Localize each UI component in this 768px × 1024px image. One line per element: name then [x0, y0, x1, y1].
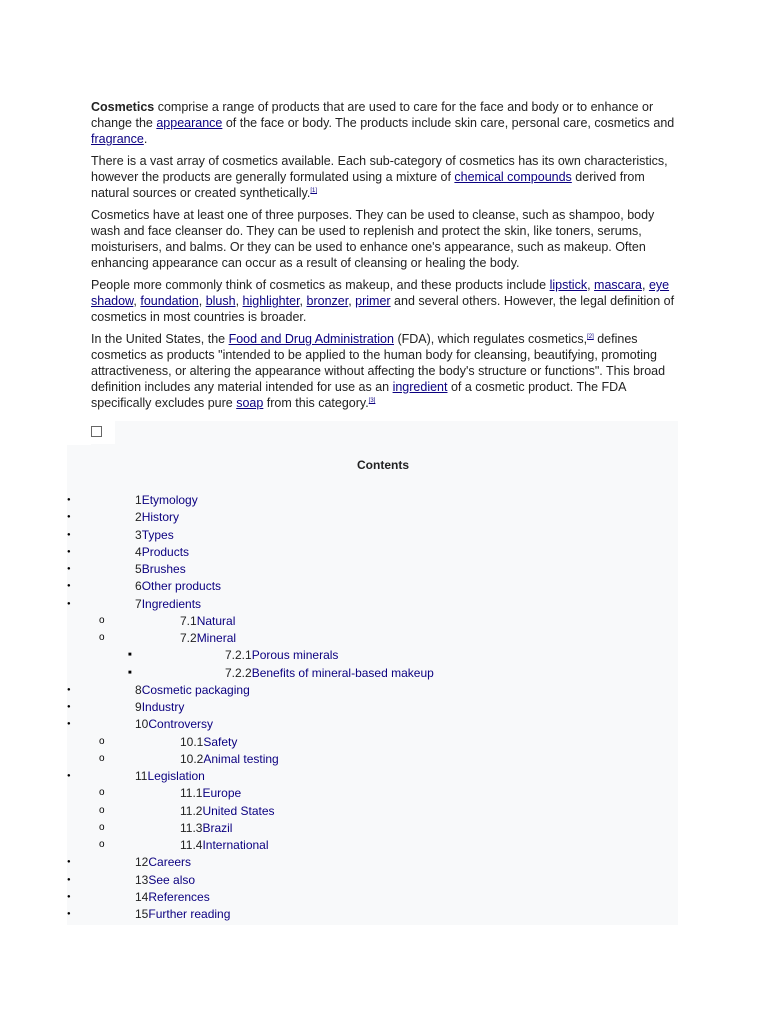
text: from this category. — [263, 396, 369, 410]
toc-item[interactable] — [135, 596, 201, 612]
toc-item-number: 9 — [135, 700, 142, 714]
text: People more commonly think of cosmetics as makeup, and these products include — [91, 278, 550, 292]
toc-item-label: Controversy — [148, 717, 214, 731]
toc-item-number: 7.2.1 — [225, 648, 252, 662]
link-mascara[interactable]: mascara — [594, 278, 642, 292]
toc-item[interactable] — [135, 544, 189, 560]
toc-item-label: Types — [141, 528, 174, 542]
link-appearance[interactable]: appearance — [156, 116, 223, 130]
toc-item-label: Cosmetic packaging — [141, 683, 250, 697]
link-soap[interactable]: soap — [236, 396, 264, 410]
toc-item-number: 7.1 — [180, 614, 197, 628]
toc-item-label: Brazil — [202, 821, 233, 835]
toc-item-number: 1 — [135, 493, 142, 507]
toc-item[interactable] — [180, 734, 237, 750]
toc-bullet-icon: ■ — [128, 652, 132, 658]
toc-item-number: 11.4 — [180, 838, 203, 852]
toc-item-number: 11.2 — [180, 804, 203, 818]
toc-item-label: Europe — [202, 786, 242, 800]
link-fda[interactable]: Food and Drug Administration — [228, 332, 394, 346]
toc-bullet-icon: o — [99, 787, 105, 798]
toc-item-label: Etymology — [141, 493, 198, 507]
toc-item-label: Industry — [141, 700, 185, 714]
toc-item-number: 11 — [135, 769, 148, 783]
paragraph-fda — [91, 331, 681, 411]
paragraph-makeup: People more commonly think of cosmetics as makeup, and these products include lipstick, mascara, eye shadow, foundation, blush, highlighter, bronzer, primer and several others. However, the legal definition of cosmetics in most countries is broader. — [91, 278, 675, 324]
article-body — [91, 99, 681, 417]
toc-item[interactable] — [225, 647, 338, 663]
text: of a cosmetic product. The FDA specifically excludes pure — [91, 380, 626, 410]
toc-item-number: 7.2 — [180, 631, 197, 645]
toc-item-label: Porous minerals — [251, 648, 339, 662]
toc-item[interactable] — [180, 630, 236, 646]
link-foundation[interactable]: foundation — [140, 294, 199, 308]
toc-bullet-icon: ● — [67, 601, 71, 607]
toc-item-number: 12 — [135, 855, 149, 869]
toc-item[interactable] — [180, 785, 241, 801]
toc-bullet-icon: ● — [67, 549, 71, 555]
toc-item-label: Brushes — [141, 562, 186, 576]
link-chemical-compounds[interactable]: chemical compounds — [454, 170, 572, 184]
text: derived from natural sources or created synthetically. — [91, 170, 645, 200]
toc-item[interactable] — [225, 665, 434, 681]
toc-bullet-icon: ● — [67, 894, 71, 900]
toc-item-label: See also — [148, 873, 196, 887]
text: . — [143, 132, 148, 146]
toc-item[interactable] — [180, 613, 235, 629]
toc-item[interactable] — [135, 854, 191, 870]
toc-item-number: 10.1 — [180, 735, 204, 749]
link-eye-shadow[interactable]: eye shadow — [91, 278, 670, 308]
toc-item-label: Other products — [141, 579, 222, 593]
toc-item-label: Safety — [203, 735, 238, 749]
toc-item-label: Ingredients — [141, 597, 202, 611]
toc-item-label: Mineral — [196, 631, 237, 645]
toc-item-number: 6 — [135, 579, 142, 593]
text: comprise a range of products that are used to care for the face and body or to enhance or change the — [91, 100, 654, 130]
toc-item[interactable] — [135, 906, 230, 922]
toc-item-number: 10.2 — [180, 752, 204, 766]
text: There is a vast array of cosmetics available. Each sub-category of cosmetics has its own characteristics, however the products are generally formulated using a mixture of — [91, 154, 668, 184]
toc-item-number: 15 — [135, 907, 149, 921]
link-ingredient[interactable]: ingredient — [392, 380, 448, 394]
toc-item-number: 8 — [135, 683, 142, 697]
toc-item[interactable] — [135, 699, 184, 715]
toc-bullet-icon: o — [99, 753, 105, 764]
text: of the face or body. The products include skin care, personal care, cosmetics and — [222, 116, 675, 130]
text: defines cosmetics as products "intended to be applied to the human body for cleansing, beautifying, promoting attractiveness, or altering the appearance without affecting the body's structure or functions". This broad definition includes any material intended for use as an — [91, 332, 666, 394]
toc-bullet-icon: o — [99, 839, 105, 850]
toc-item-label: Further reading — [148, 907, 231, 921]
link-lipstick[interactable]: lipstick — [549, 278, 588, 292]
toc-item[interactable] — [135, 682, 250, 698]
toc-item-label: International — [202, 838, 269, 852]
toc-toggle-checkbox-icon[interactable] — [91, 426, 102, 437]
link-primer[interactable]: primer — [355, 294, 391, 308]
toc-item-label: References — [148, 890, 210, 904]
toc-item-label: Animal testing — [203, 752, 279, 766]
toc-item-label: Natural — [196, 614, 236, 628]
toc-item-number: 14 — [135, 890, 149, 904]
toc-item[interactable] — [135, 768, 205, 784]
toc-item-number: 5 — [135, 562, 142, 576]
toc-item-label: United States — [202, 804, 275, 818]
text: (FDA), which regulates cosmetics, — [393, 332, 588, 346]
toc-bullet-icon: ● — [67, 721, 71, 727]
toc-item[interactable] — [135, 716, 213, 732]
toc-item[interactable] — [135, 872, 195, 888]
toc-bullet-icon: ● — [67, 514, 71, 520]
toc-bullet-icon: ● — [67, 687, 71, 693]
toc-item[interactable] — [135, 509, 179, 525]
toc-item-number: 4 — [135, 545, 142, 559]
toc-item-number: 7.2.2 — [225, 666, 252, 680]
toc-item-label: Careers — [148, 855, 192, 869]
toc-bullet-icon: o — [99, 822, 105, 833]
toc-bullet-icon: o — [99, 615, 105, 626]
toc-item[interactable] — [135, 527, 174, 543]
toc-item-label: Legislation — [147, 769, 205, 783]
paragraph-purposes: Cosmetics have at least one of three purposes. They can be used to cleanse, such as shampoo, body wash and face cleanser do. They can be used to replenish and protect the skin, like toners, serums, moisturisers, and balms. Or they can be used to enhance one's appearance, such as makeup. Often enhancing appearance can occur as a result of cleansing or healing the body. — [91, 208, 655, 270]
toc-title: Contents — [357, 458, 409, 472]
link-blush[interactable]: blush — [205, 294, 236, 308]
link-bronzer[interactable]: bronzer — [306, 294, 349, 308]
toc-item[interactable] — [135, 561, 186, 577]
toc-bullet-icon: ● — [67, 704, 71, 710]
toc-item[interactable] — [135, 492, 198, 508]
toc-item[interactable] — [135, 889, 210, 905]
toc-item-number: 7 — [135, 597, 142, 611]
toc-item[interactable] — [180, 820, 232, 836]
toc-item[interactable] — [180, 803, 275, 819]
toc-bullet-icon: ● — [67, 877, 71, 883]
toc-item-number: 11.1 — [180, 786, 203, 800]
toc-item-number: 2 — [135, 510, 142, 524]
intro-paragraph — [91, 99, 681, 147]
link-highlighter[interactable]: highlighter — [242, 294, 300, 308]
paragraph-variety — [91, 153, 681, 201]
toc-item-number: 11.3 — [180, 821, 203, 835]
toc-bullet-icon: ■ — [128, 670, 132, 676]
reference-3[interactable]: [3] — [368, 398, 376, 404]
toc-bullet-icon: ● — [67, 497, 71, 503]
link-fragrance[interactable]: fragrance — [91, 132, 144, 146]
toc-item-label: History — [141, 510, 180, 524]
toc-toggle[interactable] — [91, 421, 115, 444]
toc-bullet-icon: ● — [67, 583, 71, 589]
toc-bullet-icon: ● — [67, 859, 71, 865]
toc-item[interactable] — [135, 578, 221, 594]
toc-corner — [67, 421, 91, 445]
term-cosmetics: Cosmetics — [91, 100, 155, 114]
toc-bullet-icon: ● — [67, 773, 71, 779]
toc-bullet-icon: ● — [67, 911, 71, 917]
toc-item-label: Benefits of mineral-based makeup — [251, 666, 434, 680]
text: and several others. However, the legal definition of cosmetics in most countries is broader. — [91, 294, 675, 324]
toc-bullet-icon: o — [99, 632, 105, 643]
toc-item-number: 13 — [135, 873, 149, 887]
toc-item-number: 10 — [135, 717, 149, 731]
toc-item[interactable] — [180, 751, 279, 767]
reference-2[interactable]: [2] — [587, 334, 594, 340]
toc-item-label: Products — [141, 545, 190, 559]
toc-bullet-icon: ● — [67, 532, 71, 538]
text: In the United States, the — [91, 332, 229, 346]
toc-bullet-icon: ● — [67, 566, 71, 572]
toc-bullet-icon: o — [99, 805, 105, 816]
toc-item[interactable] — [180, 837, 269, 853]
toc-bullet-icon: o — [99, 736, 105, 747]
toc-item-number: 3 — [135, 528, 142, 542]
reference-1[interactable]: [1] — [310, 188, 317, 194]
